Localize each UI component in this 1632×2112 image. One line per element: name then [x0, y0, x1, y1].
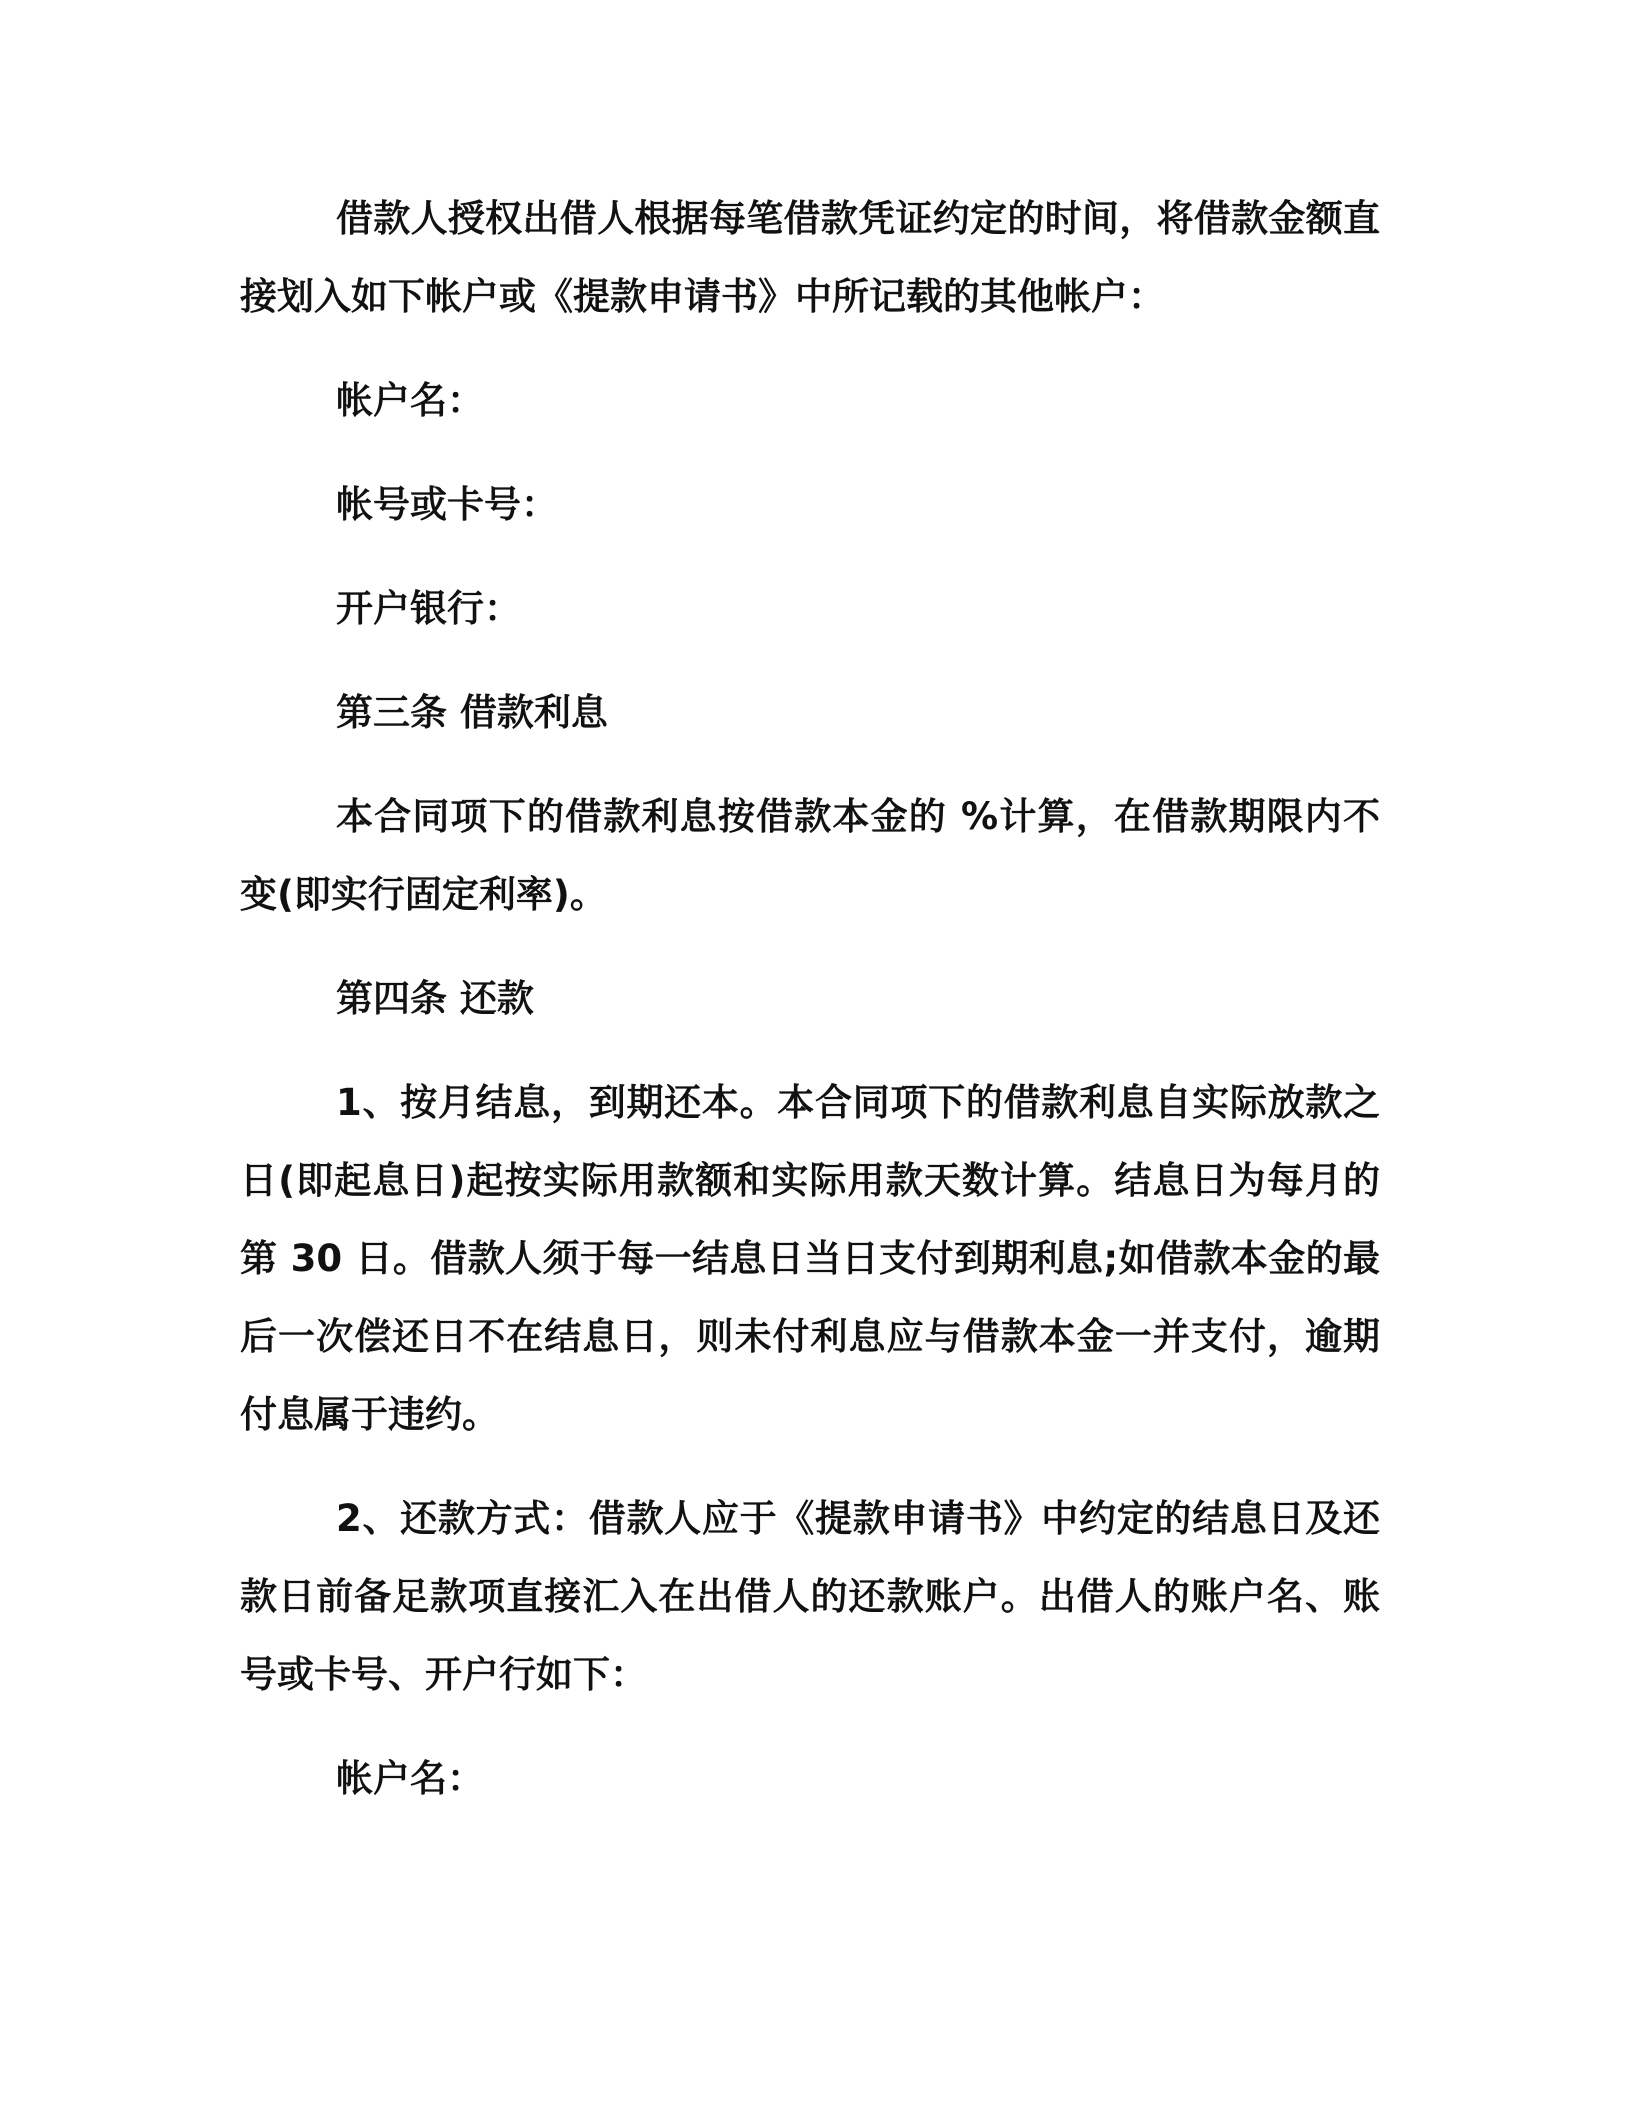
- paragraph-transfer-authorization: 借款人授权出借人根据每笔借款凭证约定的时间，将借款金额直接划入如下帐户或《提款申请书》中所记载的其他帐户：: [240, 197, 1380, 318]
- paragraph-interest-rate: 本合同项下的借款利息按借款本金的 %计算，在借款期限内不变(即实行固定利率)。: [240, 795, 1380, 916]
- paragraph-lender-account-name: 帐户名：: [336, 1757, 484, 1800]
- paragraph-repayment-2: 2、还款方式：借款人应于《提款申请书》中约定的结息日及还款日前备足款项直接汇入在出借人的还款账户。出借人的账户名、账号或卡号、开户行如下：: [240, 1497, 1380, 1696]
- document-page: [240, 180, 1380, 1844]
- heading-article-3: 第三条 借款利息: [336, 691, 608, 734]
- paragraph-account-number: 帐号或卡号：: [336, 483, 558, 526]
- paragraph-account-name: 帐户名：: [336, 379, 484, 422]
- paragraph-repayment-1: 1、按月结息，到期还本。本合同项下的借款利息自实际放款之日(即起息日)起按实际用款额和实际用款天数计算。结息日为每月的第 30 日。借款人须于每一结息日当日支付到期利息;如借款本金的最后一次偿还日不在结息日，则未付利息应与借款本金一并支付，逾期付息属于违约。: [240, 1081, 1380, 1436]
- paragraph-bank: 开户银行：: [336, 587, 521, 630]
- heading-article-4: 第四条 还款: [336, 977, 534, 1020]
